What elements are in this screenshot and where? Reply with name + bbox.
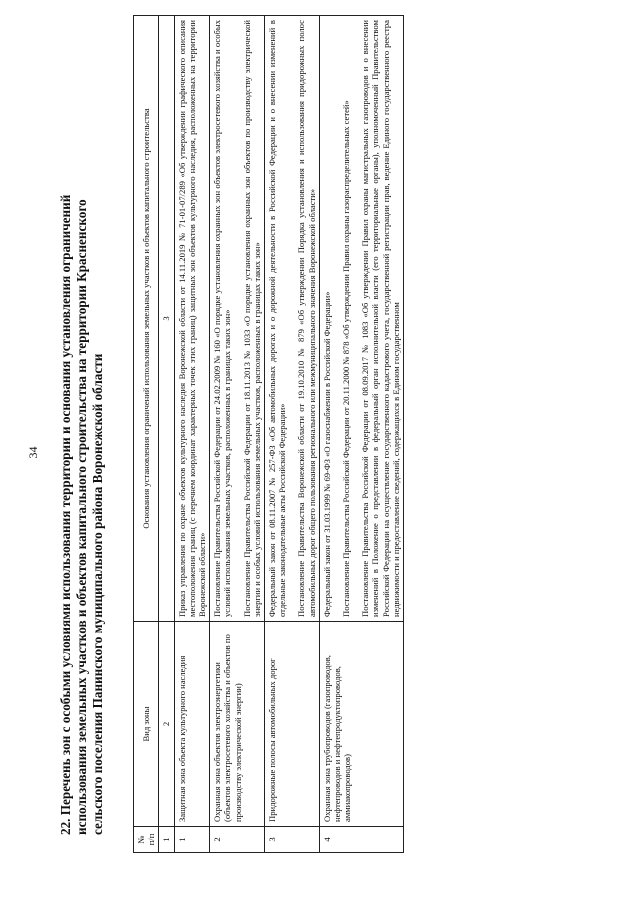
title-line: сельского поселения Панинского муниципального района Воронежской области: [90, 353, 105, 835]
basis-document: Постановление Правительства Российской Федерации от 08.09.2017 № 1083 «Об утверждении Правил охраны магистральных газопроводов и о внесении изменений в Положение о представлении в федеральный орган исполнительной власти (его территориальные органы), уполномоченный Правительством Российской Федерации на осуществление государственного кадастрового учета, государственной регистрации прав, ведение Единого государственного реестра недвижимости и предоставление сведений, содержащихся в Едином государственном: [360, 20, 401, 617]
basis-cell: [210, 16, 265, 622]
table-row: [210, 16, 265, 853]
basis-cell: [265, 16, 320, 622]
basis-document: Постановление Правительства Российской Федерации от 24.02.2009 № 160 «О порядке установления охранных зон объектов электросетевого хозяйства и особых условий использования земельных участков, расположенных в границах таких зон»: [212, 20, 233, 617]
row-number: 4: [319, 827, 403, 853]
basis-document: Постановление Правительства Российской Федерации от 18.11.2013 № 1033 «О порядке установления охранных зон объектов по производству электрической энергии и особых условий использования земельных участков, расположенных в границах таких зон»: [241, 20, 262, 617]
row-number: 3: [265, 827, 320, 853]
zone-type-cell: Охранная зона трубопроводов (газопроводов, нефтепроводов и нефтепродуктопроводов, аммиакопроводов): [319, 622, 403, 827]
column-number: 3: [159, 16, 174, 622]
page-number: 34: [26, 446, 40, 459]
basis-document: Федеральный закон от 31.03.1999 № 69-ФЗ «О газоснабжении в Российской Федерации»: [321, 291, 332, 617]
table-row: [319, 16, 403, 853]
header-num: № п/п: [134, 827, 159, 853]
zone-type-cell: Охранная зона объектов электроэнергетики (объектов электросетевого хозяйства и объектов по производству электрической энергии): [210, 622, 265, 827]
basis-document: Федеральный закон от 08.11.2007 № 257-ФЗ «Об автомобильных дорогах и о дорожной деятельности в Российской Федерации и о внесении изменений в отдельные законодательные акты Российской Федерации»: [267, 20, 288, 617]
title-line: использования земельных участков и объектов капитального строительства на территории Красненского: [74, 199, 89, 835]
row-number: 1: [174, 827, 210, 853]
zone-type-cell: Защитная зона объекта культурного наследия: [174, 622, 210, 827]
table-header-row: [134, 16, 159, 853]
basis-document: Приказ управления по охране объектов культурного наследия Воронежской области от 14.11.2019 № 71-01-07/289 «Об утверждении графического описания местоположения границ (с перечнем координат характерных точек этих границ) защитных зон объектов культурного наследия, расположенных на территории Воронежской области»: [176, 20, 208, 617]
basis-cell: [319, 16, 403, 622]
table-row: [174, 16, 210, 853]
table-row: [265, 16, 320, 853]
basis-document: Постановление Правительства Российской Федерации от 20.11.2000 № 878 «Об утверждении Правил охраны газораспределительных сетей»: [341, 100, 352, 617]
row-number: 2: [210, 827, 265, 853]
title-line: 22. Перечень зон с особыми условиями использования территории и основания установления ограничений: [58, 194, 73, 835]
zone-type-cell: Придорожные полосы автомобильных дорог: [265, 622, 320, 827]
header-zone-type: Вид зоны: [134, 622, 159, 827]
column-number: 2: [159, 622, 174, 827]
column-number: 1: [159, 827, 174, 853]
basis-cell: [174, 16, 210, 622]
column-number-row: [159, 16, 174, 853]
zones-table: [133, 15, 404, 853]
page-title: [58, 70, 106, 835]
header-basis: Основания установления ограничений использования земельных участков и объектов капитального строительства: [134, 16, 159, 622]
basis-document: Постановление Правительства Воронежской области от 19.10.2010 № 879 «Об утверждении Порядка установления и использования придорожных полос автомобильных дорог общего пользования регионального или межмуниципального значения Воронежской области»: [296, 20, 317, 617]
